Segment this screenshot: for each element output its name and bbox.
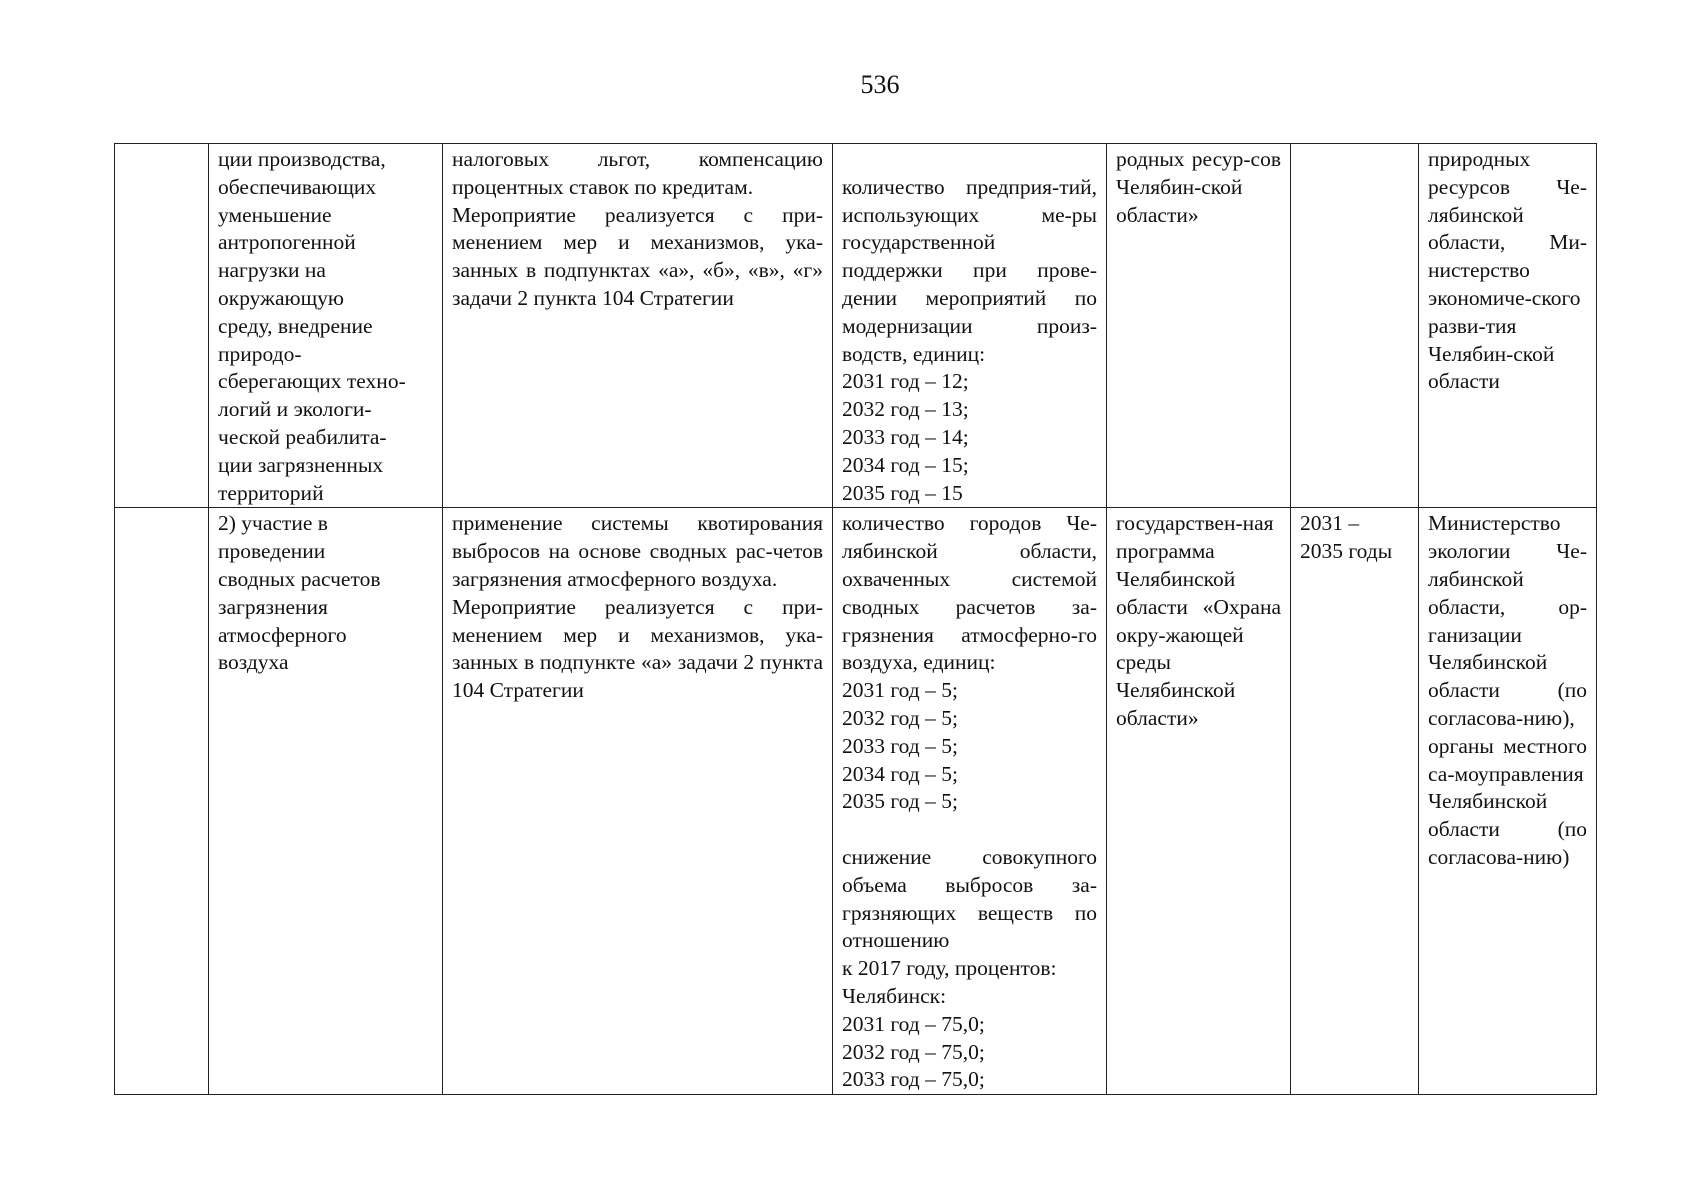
- indicator-text: количество городов Че-лябинской области, охваченных системой сводных расчетов за-грязнения атмосферно-го воздуха, единиц: 2031 год – 5; 2032 год – 5; 2033 год – 5; 2034 год – 5; 2035 год – 5; снижение совокупного объема выбросов за-грязняющих веществ по отношению к 2017 году, процентов: Челябинск: 2031 год – 75,0; 2032 год – 75,0; 2033 год – 75,0;: [842, 511, 1097, 1092]
- measure-cell: [209, 144, 443, 508]
- row-number-cell: [115, 508, 209, 1095]
- measure-cell: [209, 508, 443, 1095]
- table-row: [115, 144, 1597, 508]
- executor-text: Министерство экологии Че-лябинской области, ор-ганизации Челябинской области (по согласова-нию), органы местного са-моуправления Челябинской области (по согласова-нию): [1428, 511, 1587, 869]
- table-row: [115, 508, 1597, 1095]
- measure-text: 2) участие в проведении сводных расчетов загрязнения атмосферного воздуха: [218, 511, 381, 675]
- program-text: родных ресур-сов Челябин-ской области»: [1116, 147, 1281, 227]
- executor-text: природных ресурсов Че-лябинской области, Ми-нистерство экономиче-ского разви-тия Челябин-ской области: [1428, 147, 1587, 394]
- indicator-cell: [833, 508, 1107, 1095]
- period-text: 2031 – 2035 годы: [1300, 511, 1393, 564]
- page-number: 536: [860, 70, 900, 99]
- mechanism-text: применение системы квотирования выбросов на основе сводных рас-четов загрязнения атмосферного воздуха. Мероприятие реализуется с при-менением мер и механизмов, ука-занных в подпункте «а» задачи 2 пункта 104 Стратегии: [452, 511, 823, 703]
- period-cell: [1291, 508, 1419, 1095]
- measures-table: [114, 143, 1597, 1095]
- measure-text: ции производства, обеспечивающих уменьшение антропогенной нагрузки на окружающую среду, внедрение природо- сберегающих техно- логий и экологи- ческой реабилита- ции загрязненных территорий: [218, 147, 406, 505]
- indicator-cell: [833, 144, 1107, 508]
- program-text: государствен-ная программа Челябинской области «Охрана окру-жающей среды Челябинской области»: [1116, 511, 1281, 730]
- mechanism-cell: [443, 144, 833, 508]
- indicator-text: количество предприя-тий, использующих ме-ры государственной поддержки при прове-дении мероприятий по модернизации произ-водств, единиц: 2031 год – 12; 2032 год – 13; 2033 год – 14; 2034 год – 15; 2035 год – 15: [842, 174, 1097, 505]
- row-number-cell: [115, 144, 209, 508]
- program-cell: [1107, 144, 1291, 508]
- period-cell: [1291, 144, 1419, 508]
- mechanism-cell: [443, 508, 833, 1095]
- executor-cell: [1419, 144, 1597, 508]
- program-cell: [1107, 508, 1291, 1095]
- executor-cell: [1419, 508, 1597, 1095]
- mechanism-text: налоговых льгот, компенсацию процентных ставок по кредитам. Мероприятие реализуется с при-менением мер и механизмов, ука-занных в подпунктах «а», «б», «в», «г» задачи 2 пункта 104 Стратегии: [452, 147, 823, 310]
